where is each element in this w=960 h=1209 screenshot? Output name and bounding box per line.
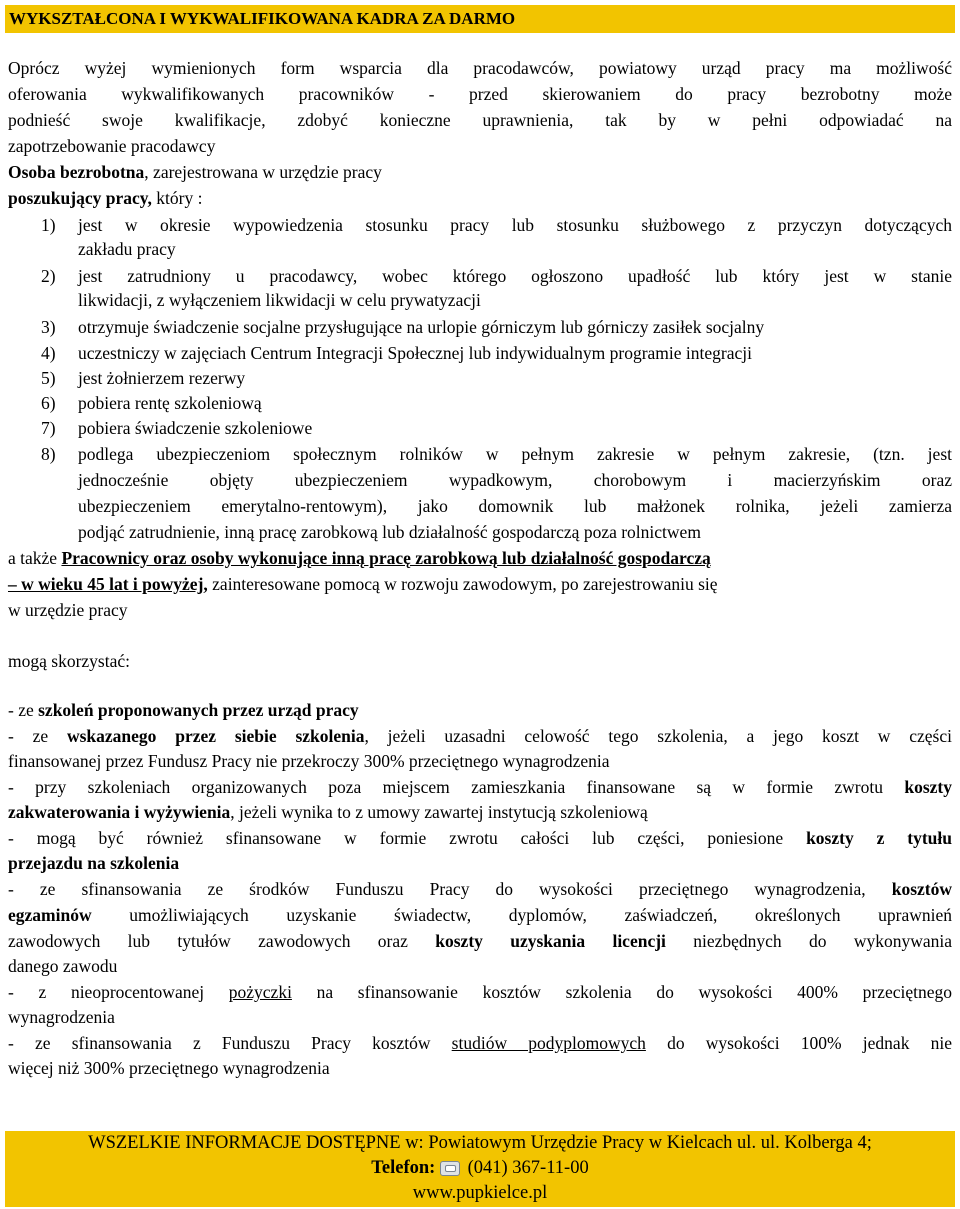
benefit-3-line-2-bold: zakwaterowania i wyżywienia — [8, 802, 231, 822]
benefit-5-line-3 — [8, 930, 952, 952]
list-item-8-line-4: podjąć zatrudnienie, inną pracę zarobkową lub działalność gospodarczą poza rolnictwem — [78, 522, 701, 542]
benefit-6-rest: na sfinansowanie kosztów szkolenia do wysokości 400% przeciętnego — [291, 982, 952, 1002]
benefit-7-pre: - ze sfinansowania z Funduszu Pracy kosztów — [8, 1033, 452, 1053]
benefit-2-bold: wskazanego przez siebie szkolenia — [66, 726, 365, 746]
benefit-3-line-2-rest: , jeżeli wynika to z umowy zawartej instytucją szkoleniową — [230, 802, 648, 822]
list-item-2-line-1: jest zatrudniony u pracodawcy, wobec którego ogłoszono upadłość lub który jest w stanie — [78, 266, 952, 286]
benefit-3-line-2 — [8, 801, 952, 823]
list-number: 4) — [41, 343, 56, 363]
also-line-3: w urzędzie pracy — [8, 600, 128, 620]
benefit-3-pre: - przy szkoleniach organizowanych poza miejscem zamieszkania finansowane są w formie zwrotu — [8, 777, 905, 797]
benefit-5-line-2 — [8, 904, 952, 926]
list-item-8-line-3: ubezpieczeniem emerytalno-rentowym), jako domownik lub małżonek rolnika, jeżeli zamierza — [78, 496, 952, 516]
benefit-3-bold: koszty — [904, 777, 952, 797]
list-item-3: otrzymuje świadczenie socjalne przysługujące na urlopie górniczym lub górniczy zasiłek socjalny — [78, 317, 765, 337]
phone-icon — [440, 1161, 460, 1176]
benefit-2-pre: - ze — [8, 726, 67, 746]
benefit-7-line-2: więcej niż 300% przeciętnego wynagrodzenia — [8, 1058, 330, 1078]
benefit-6-line-1 — [8, 981, 952, 1003]
benefit-1-bold: szkoleń proponowanych przez urząd pracy — [38, 700, 359, 720]
also-pre: a także — [8, 548, 62, 568]
benefit-5-bold: kosztów — [891, 879, 952, 899]
page-title: WYKSZTAŁCONA I WYKWALIFIKOWANA KADRA ZA DARMO — [9, 9, 516, 28]
list-item-2-line-2: likwidacji, z wyłączeniem likwidacji w celu prywatyzacji — [78, 290, 481, 310]
also-rest-2: zainteresowane pomocą w rozwoju zawodowym, po zarejestrowaniu się — [207, 574, 718, 594]
also-line-2 — [8, 573, 952, 595]
benefit-3-line-1 — [8, 776, 952, 798]
benefit-4-line-2 — [8, 852, 952, 874]
osoba-line — [8, 161, 952, 183]
also-line-1 — [8, 547, 952, 569]
footer-bar — [5, 1131, 955, 1207]
benefit-5-line-3-rest: niezbędnych do wykonywania — [665, 931, 952, 951]
benefit-6-underlined: pożyczki — [228, 982, 292, 1002]
benefit-4-pre: - mogą być również sfinansowane w formie zwrotu całości lub części, poniesione — [8, 828, 807, 848]
benefit-5-line-2-bold: egzaminów — [8, 905, 92, 925]
list-number: 1) — [41, 215, 56, 235]
benefit-2-rest: , jeżeli uzasadni celowość tego szkolenia, a jego koszt w części — [364, 726, 952, 746]
phone-number: (041) 367-11-00 — [462, 1158, 589, 1178]
footer-website[interactable]: www.pupkielce.pl — [412, 1183, 548, 1203]
intro-line-2: oferowania wykwalifikowanych pracowników - przed skierowaniem do pracy bezrobotny może — [8, 84, 952, 104]
benefit-5-pre: - ze sfinansowania ze środków Funduszu Pracy do wysokości przeciętnego wynagrodzenia, — [8, 879, 892, 899]
benefit-7-underlined: studiów podyplomowych — [451, 1033, 646, 1053]
benefit-6-pre: - z nieoprocentowanej — [8, 982, 229, 1002]
benefit-5-line-1 — [8, 878, 952, 900]
list-item-1-line-2: zakładu pracy — [78, 239, 176, 259]
benefit-4-line-2-bold: przejazdu na szkolenia — [8, 853, 180, 873]
benefit-1-pre: - ze — [8, 700, 39, 720]
poszukujacy-bold: poszukujący pracy, — [8, 188, 152, 208]
poszukujacy-rest: który : — [151, 188, 203, 208]
list-number: 2) — [41, 266, 56, 286]
benefit-5-line-4: danego zawodu — [8, 956, 118, 976]
footer-info: WSZELKIE INFORMACJE DOSTĘPNE w: Powiatowym Urzędzie Pracy w Kielcach ul. ul. Kolberga 4; — [88, 1133, 872, 1153]
intro-line-4: zapotrzebowanie pracodawcy — [8, 136, 216, 156]
intro-line-1: Oprócz wyżej wymienionych form wsparcia dla pracodawców, powiatowy urząd pracy ma możliwość — [8, 58, 952, 78]
benefit-7-rest: do wysokości 100% jednak nie — [645, 1033, 952, 1053]
list-item-8-line-2: jednocześnie objęty ubezpieczeniem wypadkowym, chorobowym i macierzyńskim oraz — [78, 470, 952, 490]
list-item-5: jest żołnierzem rezerwy — [78, 368, 246, 388]
moga-skorzystac: mogą skorzystać: — [8, 651, 130, 671]
intro-line-3: podnieść swoje kwalifikacje, zdobyć konieczne uprawnienia, tak by w pełni odpowiadać na — [8, 110, 952, 130]
footer-phone — [5, 1156, 955, 1181]
poszukujacy-line — [8, 187, 952, 209]
phone-label: Telefon: — [371, 1158, 436, 1178]
list-item-6: pobiera rentę szkoleniową — [78, 393, 262, 413]
list-number: 3) — [41, 317, 56, 337]
benefit-5-line-3-bold: koszty uzyskania licencji — [435, 931, 666, 951]
benefit-6-line-2: wynagrodzenia — [8, 1007, 115, 1027]
benefit-2-line-2: finansowanej przez Fundusz Pracy nie przekroczy 300% przeciętnego wynagrodzenia — [8, 751, 610, 771]
osoba-bold: Osoba bezrobotna — [8, 162, 145, 182]
list-number: 6) — [41, 393, 56, 413]
benefit-5-line-3-pre: zawodowych lub tytułów zawodowych oraz — [8, 931, 436, 951]
benefit-7-line-1 — [8, 1032, 952, 1054]
header-bar — [5, 5, 955, 33]
benefit-2-line-1 — [8, 725, 952, 747]
list-item-1-line-1: jest w okresie wypowiedzenia stosunku pracy lub stosunku służbowego z przyczyn dotyczących — [78, 215, 952, 235]
list-item-7: pobiera świadczenie szkoleniowe — [78, 418, 313, 438]
list-number: 8) — [41, 444, 56, 464]
benefit-1 — [8, 699, 952, 721]
list-number: 7) — [41, 418, 56, 438]
also-bold-1: Pracownicy oraz osoby wykonujące inną pracę zarobkową lub działalność gospodarczą — [61, 548, 711, 568]
also-bold-2: – w wieku 45 lat i powyżej, — [8, 574, 208, 594]
benefit-4-bold: koszty z tytułu — [806, 828, 953, 848]
list-item-8-line-1: podlega ubezpieczeniom społecznym rolników w pełnym zakresie w pełnym zakresie, (tzn. jest — [78, 444, 952, 464]
list-number: 5) — [41, 368, 56, 388]
benefit-4-line-1 — [8, 827, 952, 849]
benefit-5-line-2-rest: umożliwiających uzyskanie świadectw, dyplomów, zaświadczeń, określonych uprawnień — [91, 905, 952, 925]
list-item-4: uczestniczy w zajęciach Centrum Integracji Społecznej lub indywidualnym programie integracji — [78, 343, 752, 363]
osoba-rest: , zarejestrowana w urzędzie pracy — [144, 162, 382, 182]
